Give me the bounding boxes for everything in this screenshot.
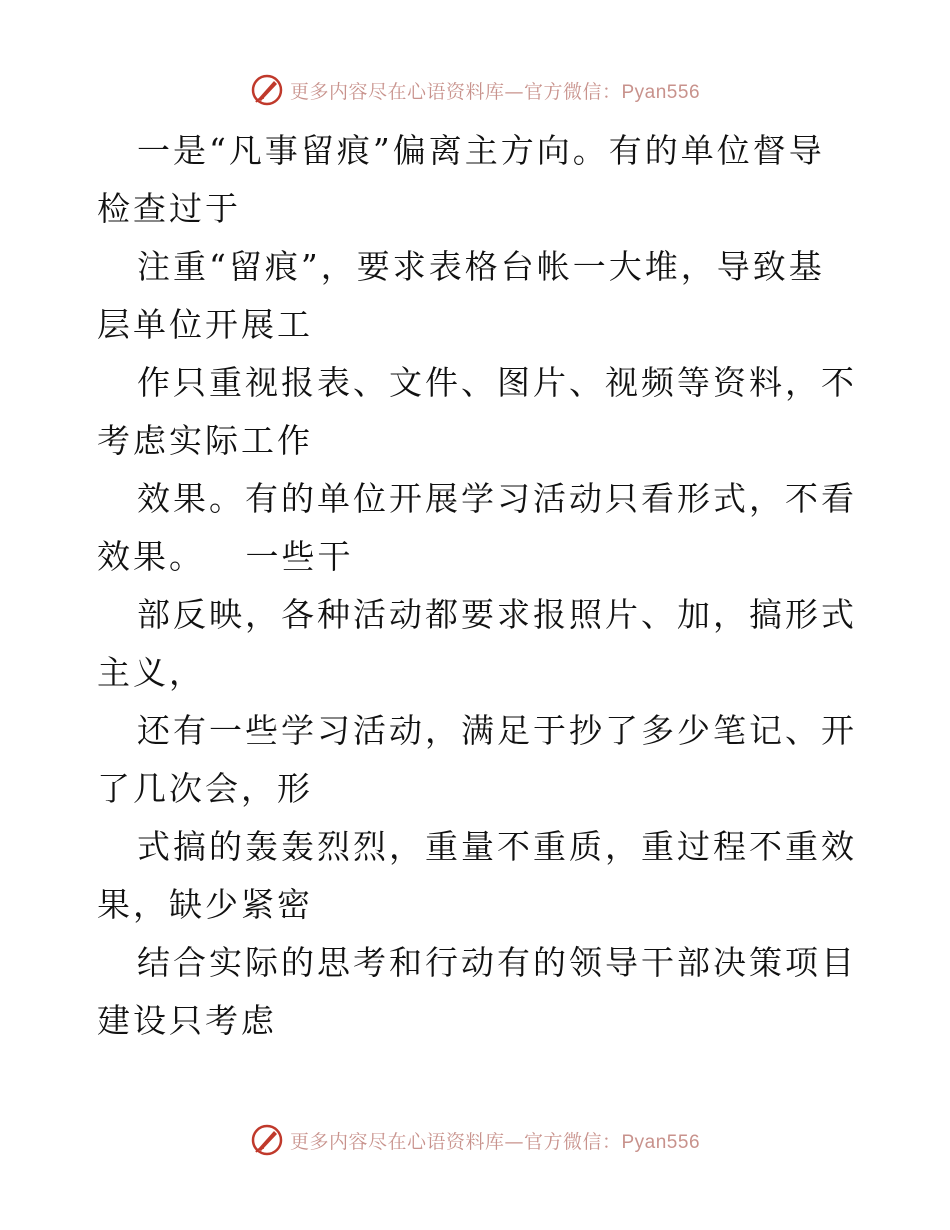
footer-watermark — [0, 1120, 950, 1160]
watermark-label: 更多内容尽在心语资料库—官方微信： — [289, 1130, 622, 1153]
paragraph-6: 还有一些学习活动，满足于抄了多少笔记、开了几次会，形 — [97, 711, 857, 808]
watermark-label: 更多内容尽在心语资料库—官方微信： — [289, 80, 622, 103]
paragraph-5: 部反映，各种活动都要求报照片、加，搞形式主义， — [97, 595, 857, 692]
quill-logo-icon — [250, 73, 284, 107]
watermark-wechat-id: Pyan556 — [621, 1131, 701, 1153]
header-watermark — [0, 70, 950, 110]
quill-logo-icon — [250, 1123, 284, 1157]
paragraph-8: 结合实际的思考和行动有的领导干部决策项目建设只考虑 — [97, 943, 857, 1040]
document-body — [97, 122, 857, 1050]
paragraph-7: 式搞的轰轰烈烈，重量不重质，重过程不重效果，缺少紧密 — [97, 827, 857, 924]
paragraph-4: 效果。有的单位开展学习活动只看形式，不看效果。 一些干 — [97, 479, 857, 576]
paragraph-2: 注重“留痕”，要求表格台帐一大堆，导致基层单位开展工 — [97, 247, 825, 344]
watermark-text — [290, 77, 700, 104]
paragraph-1: 一是“凡事留痕”偏离主方向。有的单位督导检查过于 — [97, 131, 825, 228]
watermark-text — [290, 1127, 700, 1154]
paragraph-3: 作只重视报表、文件、图片、视频等资料，不考虑实际工作 — [97, 363, 857, 460]
watermark-wechat-id: Pyan556 — [621, 81, 701, 103]
